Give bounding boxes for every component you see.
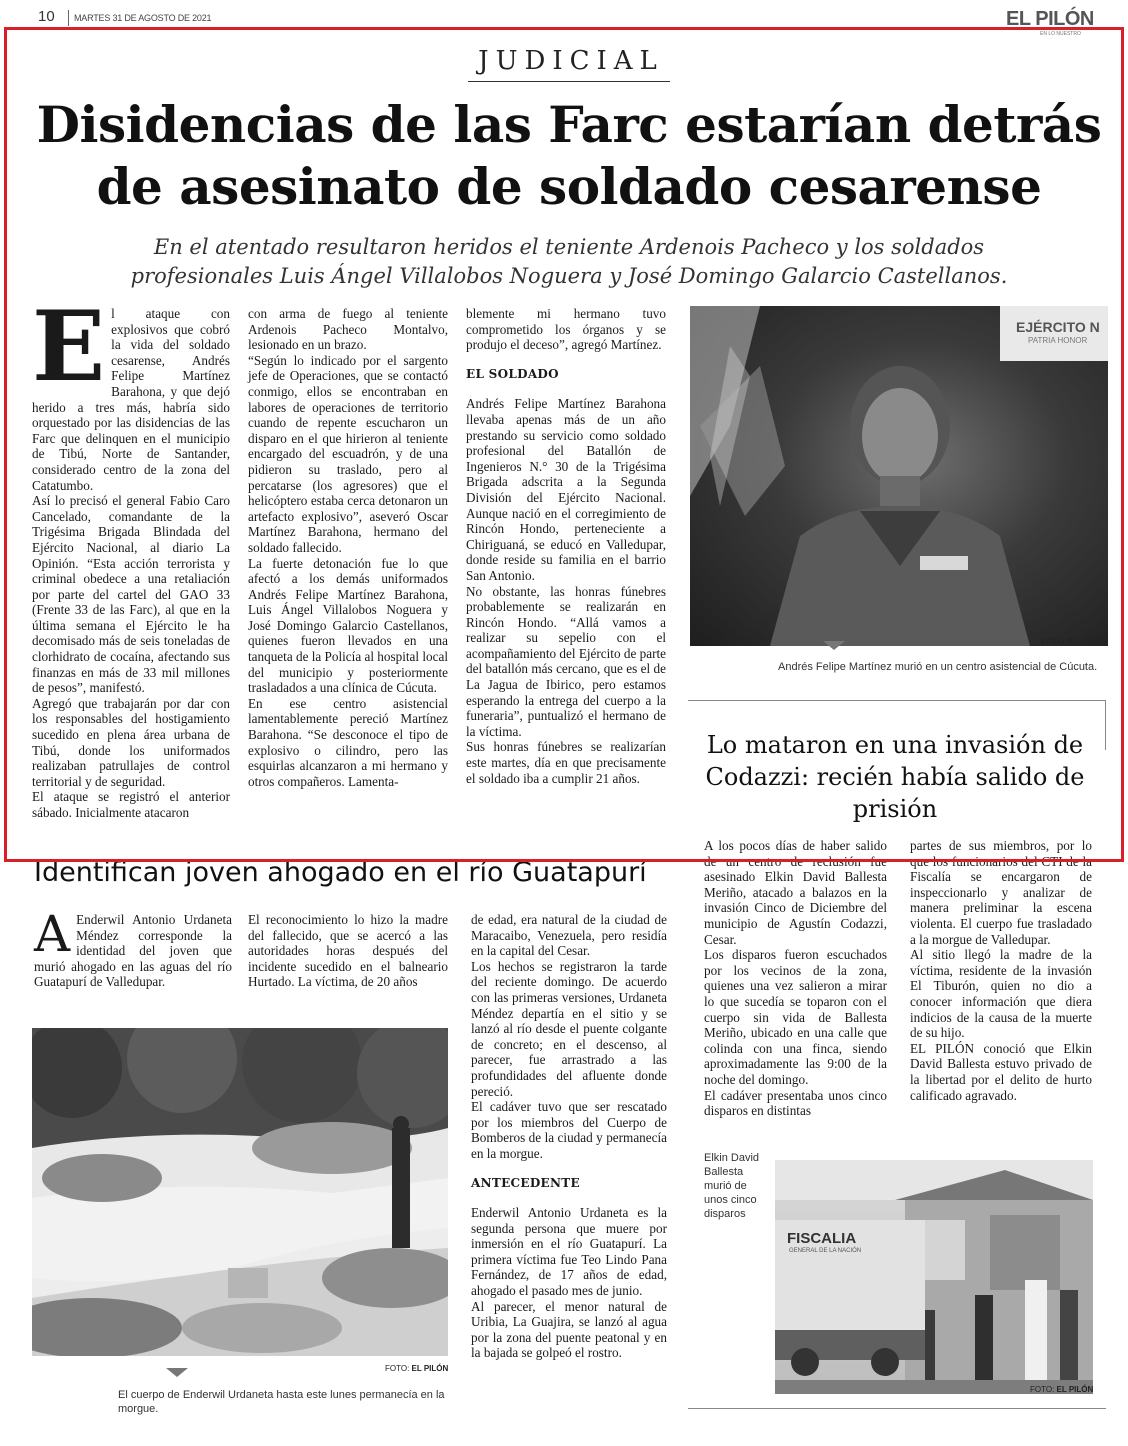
paragraph: l ataque con explosivos que cobró la vida del soldado cesarense, Andrés Felipe Martínez Barahona, y que dejó herido a tres más, habría sido orquestado por las disidencias de las Farc que delinquen en el municipio de Tibú, Norte de Santander, considerado centro de la zona del Catatumbo. (32, 306, 230, 493)
paragraph: En ese centro asistencial lamentablemente pereció Martínez Barahona. “Se desconoce el tipo de explosivo o cilindro, pero las esquirlas alcanzaron a mi hermano y otros compañeros. Lamenta- (248, 695, 448, 789)
subhead-antecedente: ANTECEDENTE (471, 1175, 580, 1190)
header-divider (68, 10, 69, 26)
side-photo-caption: Elkin David Ballesta murió de unos cinco disparos (704, 1152, 760, 1220)
main-article-col-3 (466, 306, 666, 786)
paragraph: Enderwil Antonio Urdaneta es la segunda persona que muere por inmersión en el río Guatapurí. La primera víctima fue Teo Lindo Pana Fernández, de 17 años de edad, ahogado el pasado mes de junio. (471, 1205, 667, 1299)
paragraph: Los hechos se registraron la tarde del reciente domingo. De acuerdo con las primeras versiones, Urdaneta Méndez departía en el sitio y se lanzó al río desde el puente colgante de concreto; en el descenso, al parecer, fue arrastrado a las profundidades del afluente donde pereció. (471, 958, 667, 1099)
photo-banner-text: EJÉRCITO N (1016, 319, 1100, 335)
paragraph: partes de sus miembros, por lo que los funcionarios del CTI de la Fiscalía se encargaron de inspeccionarlo y analizar de manera preliminar la escena violenta. El cuerpo fue trasladado a la morgue de Valledupar. (910, 838, 1092, 947)
paragraph: El cadáver tuvo que ser rescatado por los miembros del Cuerpo de Bomberos de la ciudad y permanecía en la morgue. (471, 1099, 667, 1161)
paragraph: Así lo precisó el general Fabio Caro Cancelado, comandante de la Trigésima Brigada Blindada del Ejército Nacional, al diario La Opinión. “Esta acción terrorista y criminal obedece a una retaliación por parte del cartel del GAO 33 (Frente 33 de las Farc), al que en la última semana el Ejército le ha decomisado más de seis toneladas de clorhidrato de cocaína, afectando sus finanzas en más de 33 mil millones de pesos”, manifestó. (32, 493, 230, 696)
photo-caption: Andrés Felipe Martínez murió en un centro asistencial de Cúcuta. (778, 661, 1098, 673)
paragraph: de edad, era natural de la ciudad de Maracaibo, Venezuela, pero residía en la capital del Cesar. (471, 912, 667, 959)
paragraph: Los disparos fueron escuchados por los vecinos de la zona, quienes una vez salieron a mirar lo que sucedía se toparon con el cuerpo sin vida de Ballesta Meriño, ubicado en una calle que colinda con una finca, siendo aproximadamente las 9:00 de la noche del domingo. (704, 947, 887, 1087)
header-date: MARTES 31 DE AGOSTO DE 2021 (74, 13, 212, 23)
section-label: JUDICIAL (478, 46, 664, 76)
drop-cap: A (34, 905, 71, 963)
crime-scene-photo (775, 1160, 1093, 1394)
deck-line-2: profesionales Luis Ángel Villalobos Noguera y José Domingo Galarcio Castellanos. (130, 264, 1008, 288)
main-article-col-2 (248, 306, 448, 789)
photo-banner-subtext: PATRIA HONOR (1028, 336, 1088, 345)
credit-label: FOTO: (1042, 637, 1067, 646)
masthead-slogan: EN LO NUESTRO (1040, 31, 1081, 37)
crime-scene-illustration (775, 1160, 1093, 1394)
main-headline (14, 94, 1124, 218)
side-story-rule (688, 1408, 1106, 1409)
deck-line-1: En el atentado resultaron heridos el teniente Ardenois Pacheco y los soldados (153, 235, 985, 259)
caption-arrow-icon (166, 1368, 188, 1377)
paragraph: Enderwil Antonio Urdaneta Méndez corresponde la identidad del joven que murió ahogado en las aguas del río Guatapurí de Valledupar. (34, 912, 232, 990)
paragraph: Al parecer, el menor natural de Uribia, La Guajira, se lanzó al agua por la zona del puente peatonal y en la bajada se golpeó el rostro. (471, 1298, 667, 1361)
paragraph: Andrés Felipe Martínez Barahona llevaba apenas más de un año prestando su servicio como soldado profesional del Batallón de Ingenieros N.° 30 de la Trigésima Brigada adscrita a la Segunda División del Ejército Nacional. Aunque nació en el corregimiento de Rincón Hondo, perteneciente a Chiriguaná, se educó en Valledupar, donde reside su familia en el barrio San Antonio. (466, 396, 666, 583)
drop-cap: E (32, 290, 106, 403)
credit-name: EL PILÓN (411, 1364, 449, 1373)
side-col-1 (704, 838, 887, 1119)
paragraph: EL PILÓN conoció que Elkin David Ballesta estuvo privado de la libertad por el delito de hurto calificado agravado. (910, 1040, 1092, 1103)
second-col-2 (248, 912, 448, 990)
soldier-illustration (690, 306, 1108, 646)
side-photo-credit (1030, 1385, 1093, 1394)
credit-label: FOTO: (1030, 1385, 1055, 1394)
fiscalia-sub-label: GENERAL DE LA NACIÓN (789, 1248, 862, 1254)
paragraph: El cadáver presentaba unos cinco disparos en distintas (704, 1087, 887, 1119)
second-col-1 (34, 905, 232, 990)
paragraph: Agregó que trabajarán por dar con los responsables del hostigamiento sucedido en plena área urbana de Tibú, donde los uniformados realizaban patrullajes de control territorial y de seguridad. (32, 695, 230, 789)
main-article-col-1 (32, 290, 230, 821)
page-number: 10 (38, 8, 55, 25)
fiscalia-label: FISCALIA (787, 1230, 857, 1247)
paragraph: Sus honras fúnebres se realizarían este martes, día en que precisamente el soldado iba a cumplir 21 años. (466, 739, 666, 786)
river-photo-credit (385, 1364, 448, 1373)
paragraph: “Según lo indicado por el sargento jefe de Operaciones, que se contactó conmigo, ellos se encontraban en labores de operaciones de territorio cuando de repente escucharon un disparo en el que hirieron al teniente encargado del escuadrón, y de una pidieron su traslado, pero al percatarse (los agresores) que el helicóptero estaba cerca detonaron un artefacto explosivo”, aseveró Oscar Martínez Barahona, hermano del soldado fallecido. (248, 352, 448, 555)
paragraph: El reconocimiento lo hizo la madre del fallecido, que se acercó a las autoridades horas después del incidente sucedido en el balneario Hurtado. La víctima, de 20 años (248, 912, 448, 990)
river-illustration (32, 1028, 448, 1356)
river-photo (32, 1028, 448, 1356)
credit-name: EL PILÓN (1068, 637, 1106, 646)
soldier-photo (690, 306, 1108, 646)
river-photo-caption: El cuerpo de Enderwil Urdaneta hasta este lunes permanecía en la morgue. (118, 1389, 445, 1415)
credit-label: FOTO: (385, 1364, 410, 1373)
headline-line-2: de asesinato de soldado cesarense (96, 157, 1042, 216)
section-underline (468, 81, 670, 82)
credit-name: EL PILÓN (1056, 1385, 1094, 1394)
paragraph: El ataque se registró el anterior sábado. Inicialmente atacaron (32, 789, 230, 820)
page-header (0, 0, 1128, 37)
paragraph: Al sitio llegó la madre de la víctima, residente de la invasión El Tiburón, quien no dio a conocer información que diera indicios de la causa de la muerte de su hijo. (910, 947, 1092, 1041)
side-col-2 (910, 838, 1092, 1103)
caption-arrow-icon (823, 641, 845, 650)
photo-credit (1042, 637, 1105, 646)
masthead-logo: EL PILÓN (1006, 8, 1094, 30)
paragraph: blemente mi hermano tuvo comprometido los órganos y se produjo el deceso”, agregó Martínez. (466, 306, 666, 353)
headline-line-1: Disidencias de las Farc estarían detrás (36, 95, 1102, 154)
subhead-el-soldado: EL SOLDADO (466, 366, 559, 381)
paragraph: con arma de fuego al teniente Ardenois Pacheco Montalvo, lesionado en un brazo. (248, 306, 448, 353)
second-col-3 (471, 912, 667, 1361)
side-headline: Lo mataron en una invasión de Codazzi: recién había salido de prisión (705, 731, 1085, 823)
paragraph: No obstante, las honras fúnebres probablemente se realizarán en Rincón Hondo. “Allá vamos a realizar su sepelio con el acompañamiento del Ejército de parte del batallón más cercano, que es el de La Jagua de Ibirico, pero estamos esperando la entrega del cuerpo a la funeraria”, puntualizó el hermano de la víctima. (466, 583, 666, 739)
second-headline: Identifican joven ahogado en el río Guatapurí (34, 857, 647, 888)
deck (14, 233, 1124, 291)
paragraph: La fuerte detonación fue lo que afectó a los demás uniformados Andrés Felipe Martínez Barahona, Luis Ángel Villalobos Noguera y José Domingo Galarcio Castellanos, quienes fueron llevados en una tanqueta de la Policía al hospital local del municipio y posteriormente trasladados a una clínica de Cúcuta. (248, 555, 448, 696)
paragraph: A los pocos días de haber salido de un centro de reclusión fue asesinado Elkin David Ballesta Meriño, atacado a balazos en la invasión Cinco de Diciembre del municipio de Agustín Codazzi, Cesar. (704, 838, 887, 947)
